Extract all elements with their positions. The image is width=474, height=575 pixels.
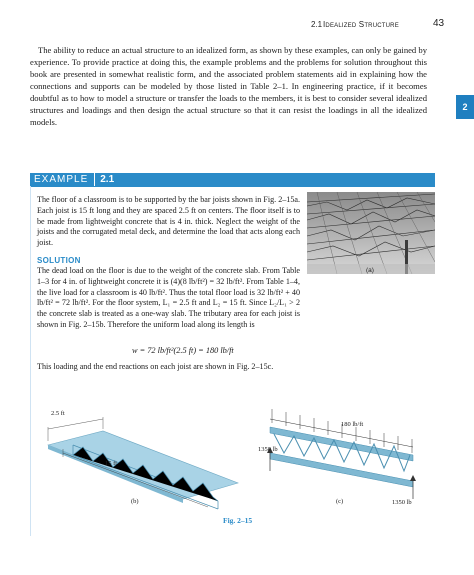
figure-title: Fig. 2–15 (223, 516, 253, 525)
header-section-title: Idealized Structure (323, 20, 399, 29)
example-banner (30, 173, 435, 186)
caption-a: (a) (366, 267, 374, 274)
problem-statement: The floor of a classroom is to be supported by the bar joists shown in Fig. 2–15a. Each joist is 15 ft long and they are spaced 2.5 ft on centers. The floor itself is to be made from lightweight concrete that is 4 in. thick. Neglect the weight of the joists and the corrugated metal deck, and determine the load that acts along each joist. (37, 195, 300, 248)
label-right-reaction: 1350 lb (392, 499, 412, 506)
label-spacing: 2.5 ft (51, 410, 65, 417)
chapter-tab[interactable]: 2 (456, 95, 474, 119)
intro-paragraph: The ability to reduce an actual structure to an idealized form, as shown by these examples, can only be gained by experience. To provide practice at doing this, the example problems and the problems for solution throughout this book are presented in somewhat realistic form, and the associated problem statements aid in explaining how the connections and supports can be modeled by those listed in Table 2–1. In engineering practice, if it becomes doubtful as to how to model a structure or transfer the loads to the members, it is best to consider several idealized structures and loadings and then design the actual structure so that it can resist the loadings in all the idealized models. (30, 45, 427, 127)
tributary-area-sketch (48, 417, 238, 509)
classroom-joist-photo (307, 192, 435, 274)
header-section-number: 2.1 (311, 20, 323, 29)
load-equation: w = 72 lb/ft²(2.5 ft) = 180 lb/ft (132, 346, 234, 355)
caption-b: (b) (131, 498, 139, 505)
solution-heading: SOLUTION (37, 256, 81, 265)
banner-divider (94, 173, 95, 186)
label-length: 15 ft (105, 460, 118, 467)
label-distributed-load: 180 lb/ft (341, 421, 364, 428)
page-number: 43 (433, 18, 445, 29)
example-number: 2.1 (100, 174, 115, 185)
solution-text: The dead load on the floor is due to the weight of the concrete slab. From Table 1–3 for 4 in. of lightweight concrete it is (4)(8 lb/ft²) = 32 lb/ft². From Table 1–4, the live load for a classroom is 40 lb/ft². Thus the total floor load is 32 lb/ft² + 40 lb/ft² = 72 lb/ft². For the floor system, L₁ = 2.5 ft and L₂ = 15 ft. Since L₂/L₁ > 2 the concrete slab is treated as a one-way slab. The tributary area for each joist is shown in Fig. 2–15b. Therefore the uniform load along its length is (37, 266, 300, 329)
example-label: EXAMPLE (34, 174, 89, 185)
caption-c: (c) (336, 498, 344, 505)
conclusion-text: This loading and the end reactions on each joist are shown in Fig. 2–15c. (37, 362, 274, 371)
example-rule (30, 186, 435, 187)
label-left-reaction: 1350 lb (258, 446, 278, 453)
example-margin-line (30, 186, 31, 536)
